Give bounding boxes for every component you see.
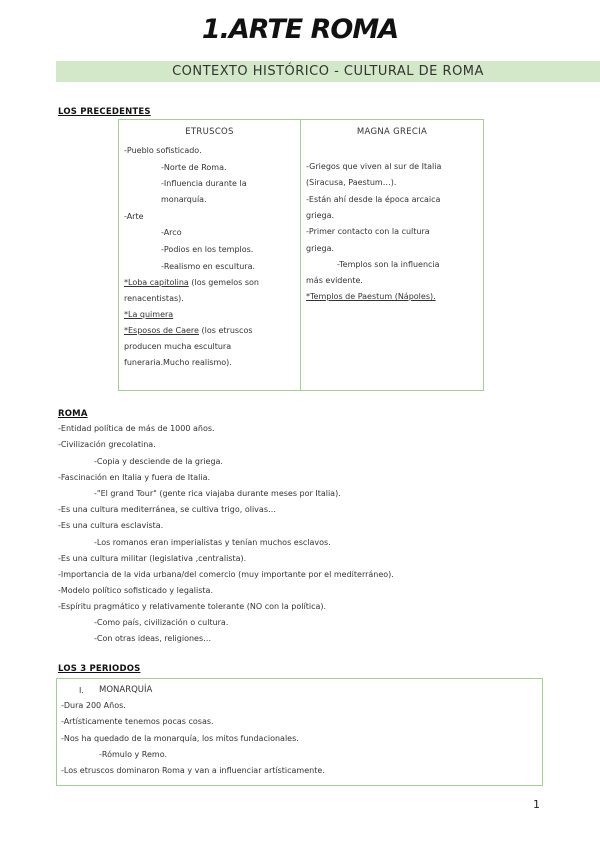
monarquia-box xyxy=(56,678,543,786)
list-item: -Pueblo sofisticado. xyxy=(124,146,202,155)
loba-capitolina-link: *Loba capitolina xyxy=(124,278,189,287)
list-item: -Es una cultura militar (legislativa ,centralista). xyxy=(58,554,247,563)
list-item: -Es una cultura esclavista. xyxy=(58,521,164,530)
list-item: -Como país, civilización o cultura. xyxy=(94,618,229,627)
list-item: -Primer contacto con la cultura xyxy=(306,227,430,236)
page-title: 1.ARTE ROMA xyxy=(201,14,399,45)
list-item: -Están ahí desde la época arcaica xyxy=(306,195,441,204)
list-item: -Espíritu pragmático y relativamente tolerante (NO con la política). xyxy=(58,602,327,611)
list-item: -Importancia de la vida urbana/del comercio (muy importante por el mediterráneo). xyxy=(58,570,394,579)
section-banner xyxy=(56,61,600,82)
roma-heading: ROMA xyxy=(58,409,88,419)
etruscos-column xyxy=(119,120,301,390)
list-item: -Rómulo y Remo. xyxy=(99,750,167,759)
period-title: MONARQUÍA xyxy=(99,685,153,695)
banner-text: CONTEXTO HISTÓRICO - CULTURAL DE ROMA xyxy=(172,64,484,79)
esposos-note: (los etruscos xyxy=(201,326,253,335)
list-item: -Los romanos eran imperialistas y tenían muchos esclavos. xyxy=(94,538,331,547)
la-quimera-link: *La quimera xyxy=(124,310,174,319)
list-item: más evidente. xyxy=(306,276,363,285)
list-item: -Fascinación en Italia y fuera de Italia. xyxy=(58,473,211,482)
list-item: -Griegos que viven al sur de Italia xyxy=(306,162,442,171)
list-item: -Dura 200 Años. xyxy=(61,701,126,710)
precedentes-table xyxy=(118,119,484,391)
list-item: -Podios en los templos. xyxy=(161,245,254,254)
precedentes-heading: LOS PRECEDENTES xyxy=(58,107,151,117)
list-item: (Siracusa, Paestum…). xyxy=(306,178,397,187)
list-item: monarquía. xyxy=(161,195,207,204)
magna-grecia-column xyxy=(301,120,483,390)
list-item xyxy=(124,278,259,287)
list-item: -Entidad política de más de 1000 años. xyxy=(58,424,215,433)
list-item: -Con otras ideas, religiones… xyxy=(94,634,212,643)
list-item: -Es una cultura mediterránea, se cultiva trigo, olivas… xyxy=(58,505,276,514)
list-item: -Arte xyxy=(124,212,144,221)
list-item: renacentistas). xyxy=(124,294,184,303)
list-item: -Copia y desciende de la griega. xyxy=(94,457,223,466)
magna-grecia-header: MAGNA GRECIA xyxy=(356,127,428,137)
periodos-heading: LOS 3 PERIODOS xyxy=(58,664,141,674)
esposos-caere-link: *Esposos de Caere xyxy=(124,326,199,335)
list-item: -"El grand Tour" (gente rica viajaba durante meses por Italia). xyxy=(94,489,341,498)
list-item: -Los etruscos dominaron Roma y van a influenciar artísticamente. xyxy=(61,766,325,775)
list-item xyxy=(124,326,253,335)
etruscos-header: ETRUSCOS xyxy=(185,127,234,137)
list-item: -Civilización grecolatina. xyxy=(58,440,156,449)
page-number: 1 xyxy=(533,798,540,811)
list-item: -Nos ha quedado de la monarquía, los mitos fundacionales. xyxy=(61,734,299,743)
loba-note: (los gemelos son xyxy=(191,278,259,287)
list-item: -Arco xyxy=(161,228,182,237)
list-item: producen mucha escultura xyxy=(124,342,232,351)
list-item: -Influencia durante la xyxy=(161,179,247,188)
list-item: -Templos son la influencia xyxy=(337,260,440,269)
period-number: I. xyxy=(79,686,84,695)
list-item: -Norte de Roma. xyxy=(161,163,227,172)
list-item: -Realismo en escultura. xyxy=(161,262,256,271)
list-item: griega. xyxy=(306,244,335,253)
list-item: -Modelo político sofisticado y legalista. xyxy=(58,586,213,595)
list-item: funeraria.Mucho realismo). xyxy=(124,358,232,367)
list-item: griega. xyxy=(306,211,335,220)
templos-paestum-link: *Templos de Paestum (Nápoles). xyxy=(306,292,436,301)
list-item: -Artísticamente tenemos pocas cosas. xyxy=(61,717,214,726)
